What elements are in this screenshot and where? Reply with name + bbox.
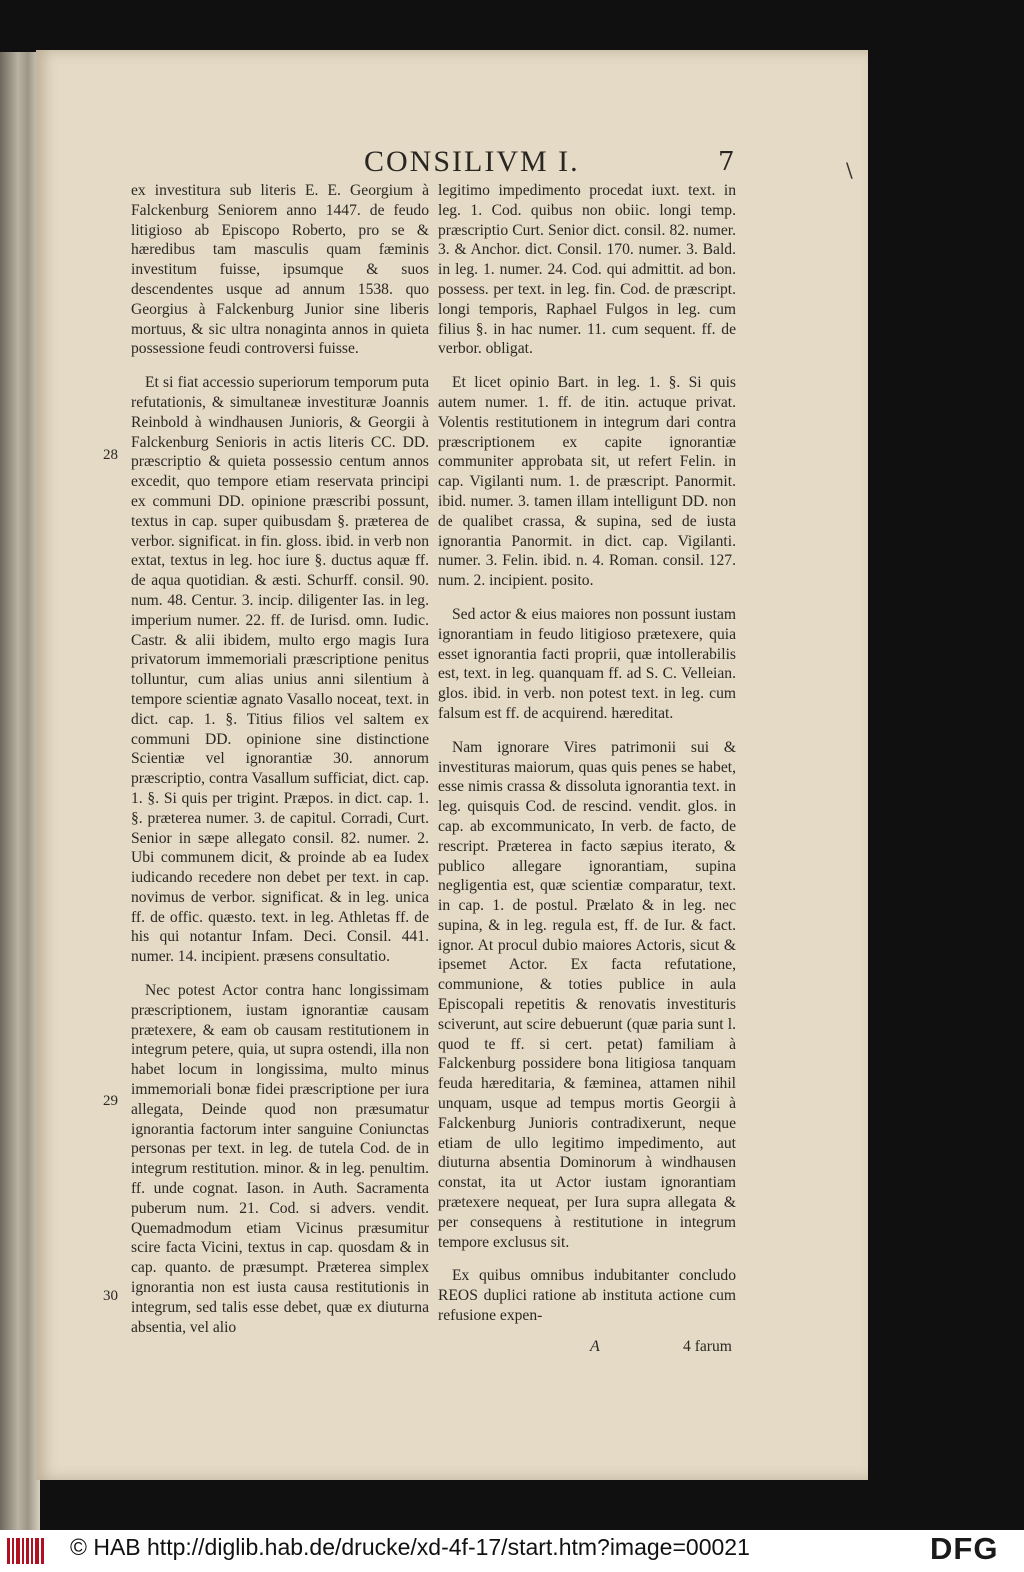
margin-number: 28 <box>103 447 118 463</box>
paragraph: Nam ignorare Vires patrimonii sui & investituras maiorum, quas quis penes se habet, esse nimis crassa & dissoluta ignorantia text. in leg. quisquis Cod. de rescind. vendit. glos. in cap. ab excommunicato, In verb. de facto, de rescript. Præterea in facto sæpius iterato, & publico allegare ignorantiam, supina negligentia est, quæ scientiæ comparatur, text. in cap. 1. de postul. Prælato & in leg. nec supina, & in leg. regula est, ff. de Iur. & fact. ignor. At procul dubio maiores Actoris, sicut & ipsemet Actor. Ex facta refutatione, communione, & toties publice in aula Episcopali repetitis & renovatis investituris sciverunt, aut scire debuerunt (quæ paria sunt l. quod te ff. si cert. petat) familiam à Falckenburg possidere bona litigiosa tanquam feuda hæreditaria, & fæminea, attamen nihil unquam, usque ad tempus mortis Georgii à Falckenburg Junioris contradixerunt, neque etiam de ullo legitimo impedimento, aut diuturna absentia Dominorum à windhausen constat, ita ut Actor iustam ignorantiam prætexere nequeat, per Iura supra allegata & per consequens à restitutione in integrum tempore exclusus sit. <box>438 738 736 1251</box>
adjacent-page-edge <box>0 52 40 1532</box>
corner-mark: \ <box>846 158 853 182</box>
paragraph: Nec potest Actor contra hanc longissimam præscriptionem, iustam ignorantiæ causam prætexere, & eam ob causam restitutionem in integrum petere, quia, ut supra ostendi, illa non habet locum in longissima, multo minus immemoriali bonæ fidei præscriptione per iura allegata, Deinde quod non præsumatur ignorantia factorum inter sanguine Coniunctas personas per text. in leg. de tutela Cod. de in integrum restitution. minor. & in leg. penultim. ff. unde cognat. Iason. in Auth. Sacramenta puberum num. 21. Cod. si advers. vendit. Quemadmodum etiam Vicinus præsumitur scire facta Vicini, textus in cap. quosdam & in cap. quanto. de præsumpt. Præterea simplex ignorantia non est iusta causa restitutionis in integrum, sed talis esse debet, quæ ex diuturna absentia, vel alio <box>131 982 429 1336</box>
paragraph: legitimo impedimento procedat iuxt. text. in leg. 1. Cod. quibus non obiic. longi temp. præscriptio Curt. Senior dict. consil. 82. numer. 3. & Anchor. dict. Consil. 170. numer. 3. Bald. in leg. 1. numer. 24. Cod. qui admittit. ad bon. possess. per text. in leg. fin. Cod. de præscript. longi temporis, Raphael Fulgos in leg. cum filius §. in hac numer. 11. cum sequent. ff. de verbor. obligat. <box>438 182 736 358</box>
source-credit-link[interactable]: © HAB http://diglib.hab.de/drucke/xd-4f-17/start.htm?image=00021 <box>70 1534 750 1560</box>
signature-mark: A <box>590 1338 600 1355</box>
paragraph: ex investitura sub literis E. E. Georgium à Falckenburg Seniorem anno 1447. de feudo litigioso ab Episcopo Roberto, pro se & hæredibus tam masculis quam fæminis investitum fuisse, ipsumque & suos descendentes usque ad annum 1538. quo Georgius à Falckenburg Junior sine liberis mortuus, & sic ultra nonaginta annos in quieta possessione feudi controversi fuisse. <box>131 182 429 358</box>
running-head: CONSILIVM I. <box>364 145 580 178</box>
paragraph: Ex quibus omnibus indubitanter concludo REOS duplici ratione ab instituta actione cum refusione expen- <box>438 1267 736 1325</box>
margin-number: 29 <box>103 1093 118 1109</box>
right-text-column <box>438 181 736 1326</box>
catch-word: 4 farum <box>683 1338 732 1355</box>
footer-bar <box>0 1530 1024 1572</box>
paragraph: Et licet opinio Bart. in leg. 1. §. Si quis autem numer. 1. ff. de itin. actuque privat. Volentis restitutionem in integrum dari contra præscriptionem ex capite ignorantiæ communiter approbata sit, ut refert Felin. in cap. Vigilanti num. 1. de præscript. Panormit. ibid. numer. 3. tamen illam intelligunt DD. non de qualibet crassa, & supina, sed de iusta ignorantia Panormit. in dict. cap. Vigilanti. numer. 3. Felin. ibid. n. 4. Roman. consil. 127. num. 2. incipient. posito. <box>438 374 736 590</box>
paragraph: Sed actor & eius maiores non possunt iustam ignorantiam in feudo litigioso prætexere, quia esset ignorantia facti proprii, quæ intollerabilis est, text. in leg. quanquam ff. ad S. C. Velleian. glos. ibid. in verb. non potest text. in leg. cum falsum est ff. de acquirend. hæreditat. <box>438 605 736 722</box>
page-number: 7 <box>718 147 735 177</box>
barcode-icon <box>6 1536 46 1566</box>
dfg-logo: DFG <box>930 1531 999 1566</box>
margin-number: 30 <box>103 1288 118 1304</box>
paragraph: Et si fiat accessio superiorum temporum puta refutationis, & simultaneæ investituræ Joannis Reinbold à windhausen Junioris, & Georgii à Falckenburg Senioris in actis literis CC. DD. præscriptio & quieta possessio centum annos excedit, quo tempore etiam reservata principi ex communi DD. opinione præscribi possunt, textus in cap. super quibusdam §. præterea de verbor. significat. in fin. gloss. ibid. in verb non extat, textus in leg. hoc iure §. ductus aquæ ff. de aqua quotidian. & æsti. Schurff. consil. 90. num. 48. Centur. 3. incip. diligenter Ias. in leg. imperium numer. 22. ff. de Iurisd. omn. Iudic. Castr. & alii ibidem, multo ergo magis Iura privatorum immemoriali præscriptione penitus tolluntur, cum alias unius anni silentium à tempore scientiæ agnato Vasallo noceat, text. in dict. cap. 1. §. Titius filios vel saltem ex communi DD. opinione sine distinctione Scientiæ vel ignorantiæ 30. annorum præscriptio, contra Vasallum sufficiat, dict. cap. 1. §. Si quis per trigint. Præpos. in dict. cap. 1. §. præterea numer. 3. de capitul. Corradi, Curt. Senior in sæpe allegato consil. 82. numer. 2. Ubi communem dicit, & proinde ab ea Iudex iudicando recedere non debet per text. in cap. novimus de verbor. significat. & in leg. unica ff. de offic. quæsto. text. in leg. Athletas ff. de his qui notantur Infam. Deci. Consil. 441. numer. 14. incipient. præsens consultatio. <box>131 374 429 966</box>
left-text-column <box>131 181 429 1337</box>
